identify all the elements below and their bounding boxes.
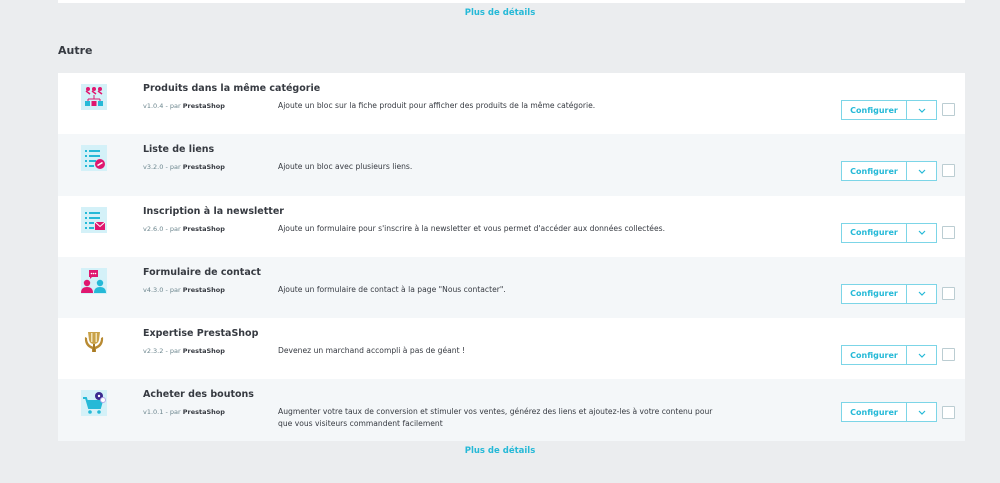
module-row — [58, 318, 965, 379]
module-row — [58, 379, 965, 440]
dropdown-toggle[interactable] — [907, 346, 936, 364]
dropdown-toggle[interactable] — [907, 285, 936, 303]
configure-button[interactable]: Configurer — [842, 346, 907, 364]
newsletter-icon — [81, 207, 107, 233]
module-description: Ajoute un formulaire de contact à la page "Nous contacter". — [278, 284, 506, 294]
module-row — [58, 134, 965, 195]
module-description: Ajoute un bloc sur la fiche produit pour afficher des produits de la même catégorie. — [278, 101, 596, 110]
module-checkbox[interactable] — [942, 406, 955, 419]
configure-button-group — [841, 161, 937, 181]
module-row — [58, 257, 965, 318]
chevron-down-icon — [918, 410, 926, 415]
dropdown-toggle[interactable] — [907, 101, 936, 119]
module-author: PrestaShop — [182, 285, 225, 294]
chevron-down-icon — [918, 108, 926, 113]
module-name: Inscription à la newsletter — [143, 205, 284, 217]
chevron-down-icon — [918, 291, 926, 296]
chevron-down-icon — [918, 353, 926, 358]
configure-button-group — [841, 284, 937, 304]
contact-form-icon — [81, 268, 107, 294]
module-meta: v2.3.2 - par PrestaShop — [143, 347, 225, 356]
category-products-icon — [81, 84, 107, 110]
configure-button[interactable]: Configurer — [842, 224, 907, 242]
module-author: PrestaShop — [182, 224, 225, 233]
module-list — [58, 73, 965, 441]
configure-button-group — [841, 345, 937, 365]
chevron-down-icon — [918, 169, 926, 174]
configure-button[interactable]: Configurer — [842, 403, 907, 421]
module-checkbox[interactable] — [942, 103, 955, 116]
module-name: Formulaire de contact — [143, 266, 261, 278]
module-checkbox[interactable] — [942, 287, 955, 300]
previous-section-card-edge — [58, 0, 965, 3]
module-name: Produits dans la même catégorie — [143, 83, 321, 94]
module-checkbox[interactable] — [942, 164, 955, 177]
dropdown-toggle[interactable] — [907, 162, 936, 180]
configure-button-group — [841, 223, 937, 243]
module-description: Augmenter votre taux de conversion et stimuler vos ventes, générez des liens et ajoutez-les à votre contenu pour que vous visiteurs commandent facilement — [278, 407, 713, 429]
link-list-icon — [81, 145, 107, 171]
configure-button[interactable]: Configurer — [842, 285, 907, 303]
module-checkbox[interactable] — [942, 348, 955, 361]
module-author: PrestaShop — [182, 408, 225, 417]
module-name: Acheter des boutons — [143, 389, 254, 401]
module-author: PrestaShop — [182, 163, 225, 172]
module-description: Devenez un marchand accompli à pas de géant ! — [278, 346, 466, 356]
module-row — [58, 196, 965, 257]
buy-button-icon — [81, 390, 107, 416]
module-name: Liste de liens — [143, 144, 215, 156]
module-meta: v1.0.1 - par PrestaShop — [143, 408, 225, 417]
module-meta: v2.6.0 - par PrestaShop — [143, 224, 225, 233]
configure-button-group — [841, 100, 937, 120]
chevron-down-icon — [918, 230, 926, 235]
module-author: PrestaShop — [182, 347, 225, 356]
dropdown-toggle[interactable] — [907, 224, 936, 242]
configure-button[interactable]: Configurer — [842, 162, 907, 180]
module-name: Expertise PrestaShop — [143, 328, 259, 340]
module-row — [58, 73, 965, 134]
dropdown-toggle[interactable] — [907, 403, 936, 421]
module-description: Ajoute un formulaire pour s'inscrire à la newsletter et vous permet d'accéder aux données collectées. — [278, 223, 666, 233]
module-checkbox[interactable] — [942, 226, 955, 239]
module-meta: v3.2.0 - par PrestaShop — [143, 163, 225, 172]
trophy-icon — [81, 329, 107, 355]
module-meta: v1.0.4 - par PrestaShop — [143, 102, 225, 110]
module-meta: v4.3.0 - par PrestaShop — [143, 285, 225, 294]
section-title: Autre — [58, 44, 93, 57]
module-author: PrestaShop — [182, 102, 225, 110]
configure-button[interactable]: Configurer — [842, 101, 907, 119]
more-details-link-top[interactable]: Plus de détails — [464, 8, 536, 18]
configure-button-group — [841, 402, 937, 422]
module-description: Ajoute un bloc avec plusieurs liens. — [278, 162, 413, 172]
more-details-link[interactable]: Plus de détails — [464, 446, 536, 456]
